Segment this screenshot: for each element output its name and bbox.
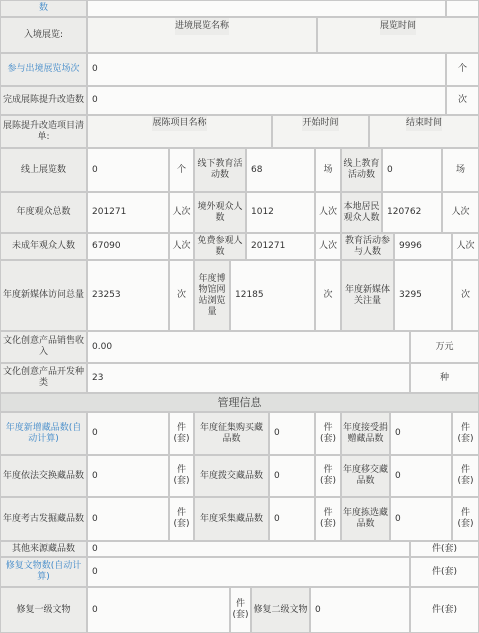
- unit-cell: 人次: [169, 233, 194, 260]
- donated-collection-field[interactable]: 0: [390, 412, 452, 455]
- restored-grade1-field[interactable]: 0: [87, 587, 230, 633]
- website-views-field[interactable]: 12185: [230, 260, 315, 331]
- unit-cell: 件(套): [452, 497, 479, 541]
- online-exhibitions-label: 线上展览数: [0, 148, 87, 192]
- cultural-product-types-label: 文化创意产品开发种类: [0, 363, 87, 393]
- end-time-column: [369, 115, 479, 148]
- transferred-collection-label: 年度移交藏品数: [341, 455, 390, 497]
- unit-cell: 次: [169, 260, 194, 331]
- exchanged-collection-label: 年度依法交换藏品数: [0, 455, 87, 497]
- transferred-collection-field[interactable]: 0: [390, 455, 452, 497]
- form-row: [0, 455, 479, 497]
- unit-cell: 人次: [442, 192, 479, 233]
- unit-cell: 件(套): [315, 412, 341, 455]
- unit-cell: 次: [446, 86, 479, 115]
- form-row: [0, 192, 479, 233]
- project-name-column: [87, 115, 272, 148]
- gathered-collection-field[interactable]: 0: [269, 497, 315, 541]
- other-source-collection-field[interactable]: 0: [87, 541, 410, 557]
- overseas-visitors-field[interactable]: 1012: [246, 192, 315, 233]
- value-field[interactable]: [87, 0, 446, 17]
- allocated-collection-label: 年度拨交藏品数: [194, 455, 269, 497]
- form-row: [0, 233, 479, 260]
- cultural-product-revenue-field[interactable]: 0.00: [87, 331, 410, 363]
- unit-cell: 个: [169, 148, 194, 192]
- unit-cell: 场: [442, 148, 479, 192]
- restored-relics-auto-label: 修复文物数(自动计算): [0, 557, 87, 587]
- unit-cell: 件(套): [410, 557, 479, 587]
- donated-collection-label: 年度接受捐赠藏品数: [341, 412, 390, 455]
- annual-visitors-field[interactable]: 201271: [87, 192, 169, 233]
- selected-collection-label: 年度拣选藏品数: [341, 497, 390, 541]
- form-row: [0, 0, 479, 17]
- unit-cell: 万元: [410, 331, 479, 363]
- minor-visitors-label: 未成年观众人数: [0, 233, 87, 260]
- edu-participants-field[interactable]: 9996: [394, 233, 452, 260]
- unit-cell: 种: [410, 363, 479, 393]
- unit-cell: 件(套): [410, 541, 479, 557]
- unit-cell: 人次: [315, 192, 341, 233]
- unit-cell: 次: [452, 260, 479, 331]
- unit-cell: 人次: [452, 233, 479, 260]
- restored-relics-auto-field[interactable]: 0: [87, 557, 410, 587]
- value-field[interactable]: 0: [87, 86, 446, 115]
- restored-grade2-field[interactable]: 0: [310, 587, 410, 633]
- column-header: 展陈项目名称: [152, 116, 206, 131]
- free-visitors-field[interactable]: 201271: [246, 233, 315, 260]
- new-collection-auto-field[interactable]: 0: [87, 412, 169, 455]
- unit-cell: 人次: [315, 233, 341, 260]
- unit-cell: 件(套): [230, 587, 251, 633]
- local-visitors-label: 本地居民观众人数: [341, 192, 382, 233]
- annual-visitors-label: 年度观众总数: [0, 192, 87, 233]
- start-time-column: [272, 115, 369, 148]
- cultural-product-revenue-label: 文化创意产品销售收入: [0, 331, 87, 363]
- unit-cell: 个: [446, 53, 479, 86]
- cultural-product-types-field[interactable]: 23: [87, 363, 410, 393]
- unit-cell: 件(套): [315, 497, 341, 541]
- other-source-collection-label: 其他来源藏品数: [0, 541, 87, 557]
- value-field[interactable]: 0: [87, 53, 446, 86]
- form-row: [0, 587, 479, 633]
- column-header: 开始时间: [302, 116, 338, 131]
- online-edu-activities-label: 线上教育活动数: [341, 148, 382, 192]
- unit-cell: 件(套): [169, 455, 194, 497]
- unit-cell: [446, 0, 479, 17]
- allocated-collection-field[interactable]: 0: [269, 455, 315, 497]
- website-views-label: 年度博物馆网站浏览量: [194, 260, 230, 331]
- overseas-visitors-label: 境外观众人数: [194, 192, 246, 233]
- form-row: [0, 412, 479, 455]
- unit-cell: 件(套): [315, 455, 341, 497]
- new-media-visits-field[interactable]: 23253: [87, 260, 169, 331]
- column-header: 结束时间: [406, 116, 442, 131]
- column-header: 展览时间: [380, 18, 416, 35]
- online-exhibitions-field[interactable]: 0: [87, 148, 169, 192]
- edu-participants-label: 教育活动参与人数: [341, 233, 394, 260]
- unit-cell: 件(套): [169, 497, 194, 541]
- online-edu-activities-field[interactable]: 0: [382, 148, 442, 192]
- section-title: 管理信息: [0, 393, 479, 412]
- local-visitors-field[interactable]: 120762: [382, 192, 442, 233]
- unit-cell: 次: [315, 260, 341, 331]
- form-row: [0, 86, 479, 115]
- unit-cell: 人次: [169, 192, 194, 233]
- restored-grade1-label: 修复一级文物: [0, 587, 87, 633]
- purchased-collection-field[interactable]: 0: [269, 412, 315, 455]
- form-row: [0, 53, 479, 86]
- unit-cell: 件(套): [410, 587, 479, 633]
- form-row: [0, 148, 479, 192]
- renovation-list-row: [0, 115, 479, 148]
- selected-collection-field[interactable]: 0: [390, 497, 452, 541]
- row-label: 完成展陈提升改造数: [0, 86, 87, 115]
- new-media-followers-field[interactable]: 3295: [394, 260, 452, 331]
- exhibition-time-column: [317, 17, 479, 53]
- inbound-exhibition-row: [0, 17, 479, 53]
- section-header: [0, 393, 479, 412]
- restored-grade2-label: 修复二级文物: [251, 587, 310, 633]
- row-label: 入境展览:: [0, 17, 87, 53]
- offline-edu-activities-label: 线下教育活动数: [194, 148, 246, 192]
- exchanged-collection-field[interactable]: 0: [87, 455, 169, 497]
- form-row: [0, 260, 479, 331]
- minor-visitors-field[interactable]: 67090: [87, 233, 169, 260]
- new-collection-auto-label: 年度新增藏品数(自动计算): [0, 412, 87, 455]
- row-label: 展陈提升改造项目清单:: [0, 115, 87, 148]
- row-label: 参与出境展览场次: [0, 53, 87, 86]
- excavated-collection-field[interactable]: 0: [87, 497, 169, 541]
- unit-cell: 件(套): [452, 455, 479, 497]
- form-row: [0, 541, 479, 557]
- form-row: [0, 331, 479, 363]
- new-media-followers-label: 年度新媒体关注量: [341, 260, 394, 331]
- excavated-collection-label: 年度考古发掘藏品数: [0, 497, 87, 541]
- offline-edu-activities-field[interactable]: 68: [246, 148, 315, 192]
- exhibition-name-column: [87, 17, 317, 53]
- free-visitors-label: 免费参观人数: [194, 233, 246, 260]
- unit-cell: 件(套): [452, 412, 479, 455]
- gathered-collection-label: 年度采集藏品数: [194, 497, 269, 541]
- form-row: [0, 363, 479, 393]
- row-label: 数: [0, 0, 87, 17]
- column-header: 进境展览名称: [175, 18, 229, 35]
- form-row: [0, 497, 479, 541]
- purchased-collection-label: 年度征集购买藏品数: [194, 412, 269, 455]
- new-media-visits-label: 年度新媒体访问总量: [0, 260, 87, 331]
- unit-cell: 场: [315, 148, 341, 192]
- unit-cell: 件(套): [169, 412, 194, 455]
- form-row: [0, 557, 479, 587]
